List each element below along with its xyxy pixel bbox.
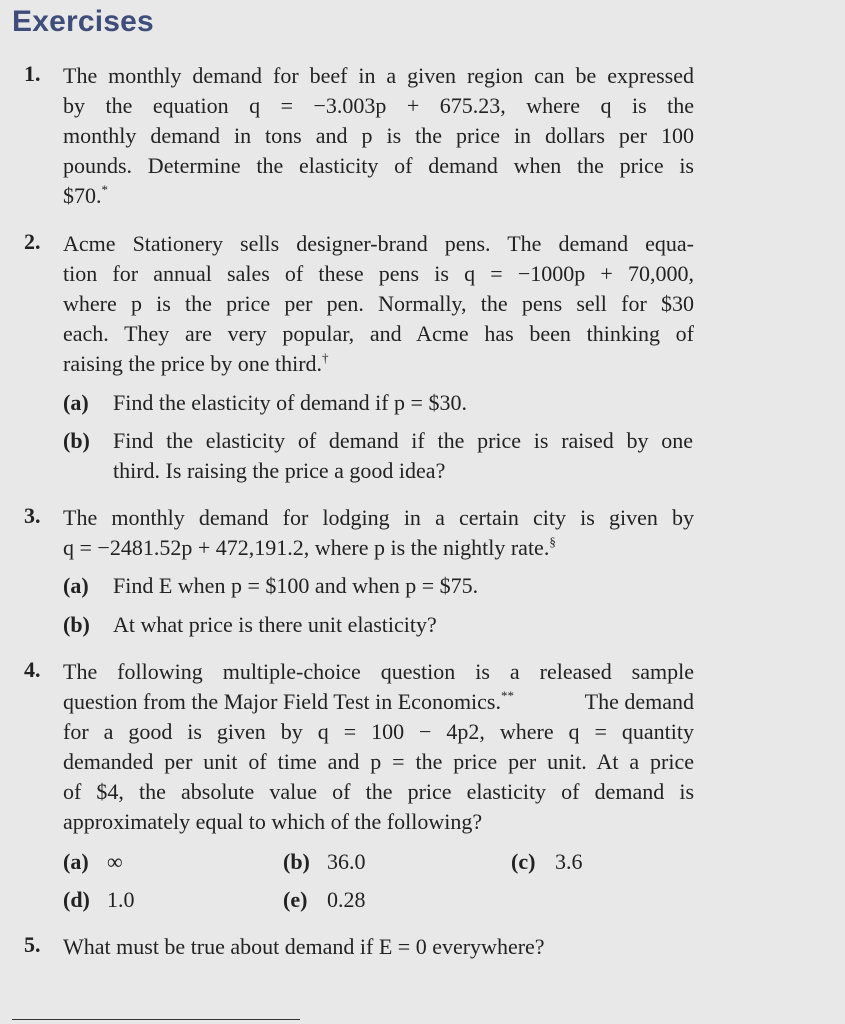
text-line: approximately equal to which of the following? [63, 809, 483, 834]
sub-label: (b) [63, 612, 90, 637]
exercise-number: 4. [24, 657, 41, 682]
text-line: q = −2481.52p + 472,191.2, where p is the nightly rate.§ [63, 534, 556, 560]
text-line: by the equation q = −3.003p + 675.23, where q is the [63, 93, 694, 118]
sub-text: Find the elasticity of demand if the price is raised by one third. Is raising the price a good idea? [113, 428, 693, 483]
sub-label: (a) [63, 573, 89, 598]
section-heading: Exercises [12, 5, 154, 38]
choice-c: (c) 3.6 [511, 849, 583, 874]
exercise-2 [24, 229, 694, 483]
text-line: $70.* [63, 182, 108, 208]
text-line: The following multiple-choice question is a released sample [63, 659, 694, 684]
choice-a: (a) ∞ [63, 849, 123, 874]
sub-label: (a) [63, 390, 89, 415]
choice-e: (e) 0.28 [283, 887, 366, 912]
text-line: where p is the price per pen. Normally, the pens sell for $30 [63, 291, 694, 316]
text-line: The monthly demand for lodging in a certain city is given by [63, 505, 694, 530]
text-line: for a good is given by q = 100 − 4p2, where q = quantity [63, 719, 694, 744]
footnote-mark: * [101, 182, 108, 197]
sub-question-b [63, 610, 693, 640]
exercise-4 [24, 657, 694, 912]
footnote-mark: † [322, 350, 329, 365]
text-line: Acme Stationery sells designer-brand pens. The demand equa- [63, 231, 694, 256]
exercise-number: 1. [24, 61, 41, 86]
text-line: monthly demand in tons and p is the price in dollars per 100 [63, 123, 694, 148]
exercise-text [63, 932, 694, 962]
text-line: raising the price by one third.† [63, 350, 329, 376]
footnote-mark: § [549, 534, 556, 549]
text-line: of $4, the absolute value of the price elasticity of demand is [63, 779, 694, 804]
sub-text: Find E when p = $100 and when p = $75. [113, 573, 479, 598]
exercise-text [63, 503, 694, 563]
sub-question-b [63, 426, 693, 486]
sub-label: (b) [63, 428, 90, 453]
sub-question-a [63, 388, 693, 418]
footnote-mark: ** [501, 688, 514, 703]
sub-text: At what price is there unit elasticity? [113, 612, 437, 637]
exercise-text [63, 61, 694, 211]
text-line: each. They are very popular, and Acme has been thinking of [63, 321, 694, 346]
text-line: The monthly demand for beef in a given region can be expressed [63, 63, 694, 88]
text-line: What must be true about demand if E = 0 everywhere? [63, 934, 545, 959]
choice-d: (d) 1.0 [63, 887, 135, 912]
text-line: tion for annual sales of these pens is q = −1000p + 70,000, [63, 261, 694, 286]
choice-b: (b) 36.0 [283, 849, 366, 874]
sub-text: Find the elasticity of demand if p = $30. [113, 390, 467, 415]
sub-question-a [63, 571, 693, 601]
text-line: question from the Major Field Test in Economics.** The demand [63, 688, 694, 714]
exercise-text [63, 657, 694, 837]
exercise-text [63, 229, 694, 379]
exercise-5 [24, 932, 694, 962]
exercise-number: 3. [24, 503, 41, 528]
exercise-1 [24, 61, 694, 211]
exercise-number: 2. [24, 229, 41, 254]
footnote-rule [12, 1019, 300, 1020]
text-line: demanded per unit of time and p = the price per unit. At a price [63, 749, 694, 774]
exercise-number: 5. [24, 932, 41, 957]
exercise-3 [24, 503, 694, 637]
text-line: pounds. Determine the elasticity of demand when the price is [63, 153, 694, 178]
